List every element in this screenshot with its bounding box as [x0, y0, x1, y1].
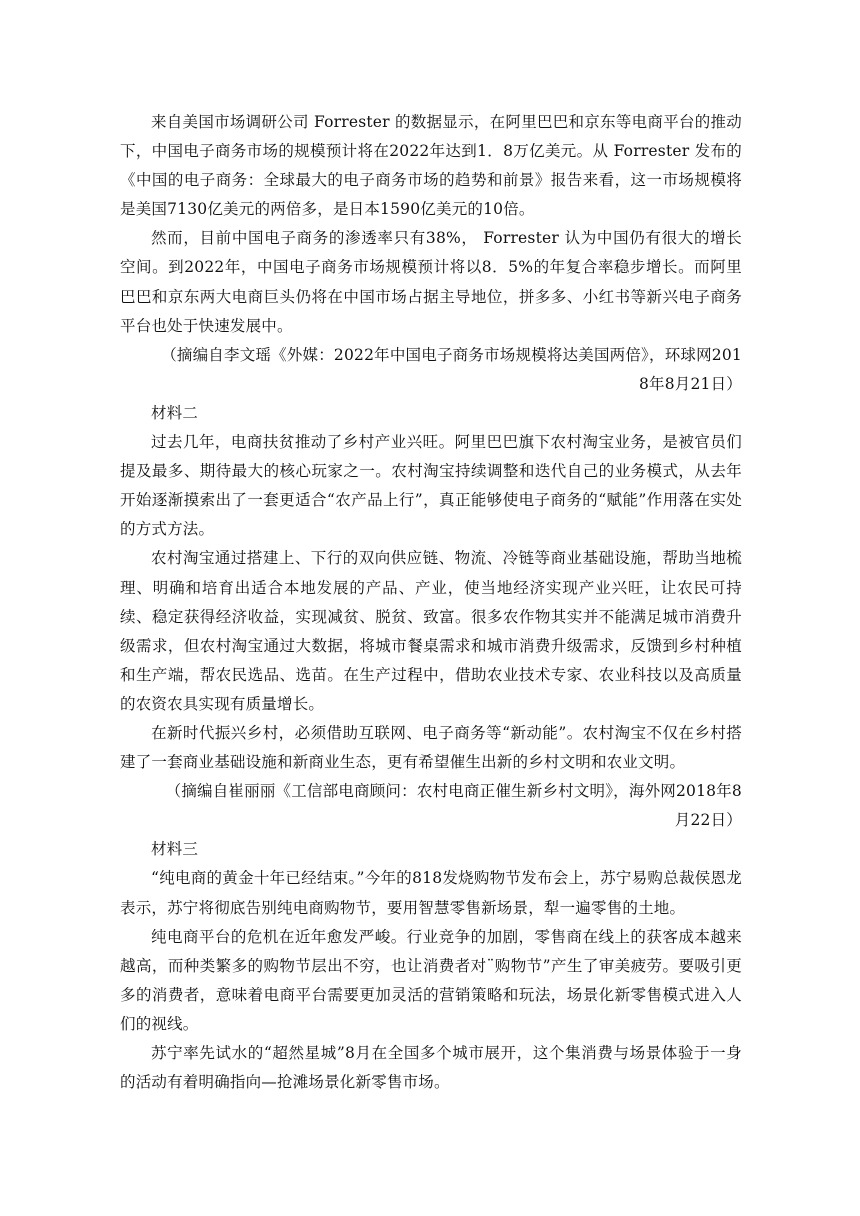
paragraph-chaoran-xingcheng: 苏宁率先试水的“超然星城”8月在全国多个城市展开，这个集消费与场景体验于一身的活动有着明确指向—抢滩场景化新零售市场。 [120, 1044, 742, 1092]
section-heading-material-3: 材料三 [151, 840, 199, 859]
paragraph-rural-taobao-intro: 过去几年，电商扶贫推动了乡村产业兴旺。阿里巴巴旗下农村淘宝业务，是被官员们提及最多、期待最大的核心玩家之一。农村淘宝持续调整和迭代自己的业务模式，从去年开始逐渐摸索出了一套更适合“农产品上行”，真正能够使电子商务的“赋能”作用落在实处的方式方法。 [120, 433, 742, 539]
paragraph-penetration-rate: 然而，目前中国电子商务的渗透率只有38%， Forrester 认为中国仍有很大的增长空间。到2022年，中国电子商务市场规模预计将以8．5%的年复合率稳步增长。而阿里巴巴和京东两大电商巨头仍将在中国市场占据主导地位，拼多多、小红书等新兴电子商务平台也处于快速发展中。 [120, 229, 742, 335]
paragraph-pure-ecommerce-crisis: 纯电商平台的危机在近年愈发严峻。行业竞争的加剧，零售商在线上的获客成本越来越高，而种类繁多的购物节层出不穷，也让消费者对¨购物节”产生了审美疲劳。要吸引更多的消费者，意味着电商平台需要更加灵活的营销策略和玩法，场景化新零售模式进入人们的视线。 [120, 927, 742, 1033]
paragraph-suning-quote: “纯电商的黄金十年已经结束。”今年的818发烧购物节发布会上，苏宁易购总裁侯恩龙表示，苏宁将彻底告别纯电商购物节，要用智慧零售新场景，犁一遍零售的土地。 [120, 869, 742, 917]
paragraph-rural-taobao-supply-chain: 农村淘宝通过搭建上、下行的双向供应链、物流、冷链等商业基础设施，帮助当地梳理、明确和培育出适合本地发展的产品、产业，使当地经济实现产业兴旺，让农民可持续、稳定获得经济收益，实现减贫、脱贫、致富。很多农作物其实并不能满足城市消费升级需求，但农村淘宝通过大数据，将城市餐桌需求和城市消费升级需求，反馈到乡村种植和生产端，帮农民选品、选苗。在生产过程中，借助农业技术专家、农业科技以及高质量的农资农具实现有质量增长。 [120, 549, 742, 713]
paragraph-forrester-report: 来自美国市场调研公司 Forrester 的数据显示，在阿里巴巴和京东等电商平台的推动下，中国电子商务市场的规模预计将在2022年达到1．8万亿美元。从 Forrester 发布的《中国的电子商务：全球最大的电子商务市场的趋势和前景》报告来看，这一市场规模将是美国7130亿美元的两倍多，是日本1590亿美元的10倍。 [120, 113, 742, 219]
source-citation-2: （摘编自崔丽丽《工信部电商顾问：农村电商正催生新乡村文明》，海外网2018年8月22日） [165, 782, 742, 830]
source-citation-1: （摘编自李文瑶《外媒：2022年中国电子商务市场规模将达美国两倍》，环球网2018年8月21日） [161, 345, 742, 393]
paragraph-rural-revitalization: 在新时代振兴乡村，必须借助互联网、电子商务等“新动能”。农村淘宝不仅在乡村搭建了一套商业基础设施和新商业生态，更有希望催生出新的乡村文明和农业文明。 [120, 723, 742, 772]
section-heading-material-2: 材料二 [151, 403, 199, 422]
document-body [120, 108, 742, 1097]
